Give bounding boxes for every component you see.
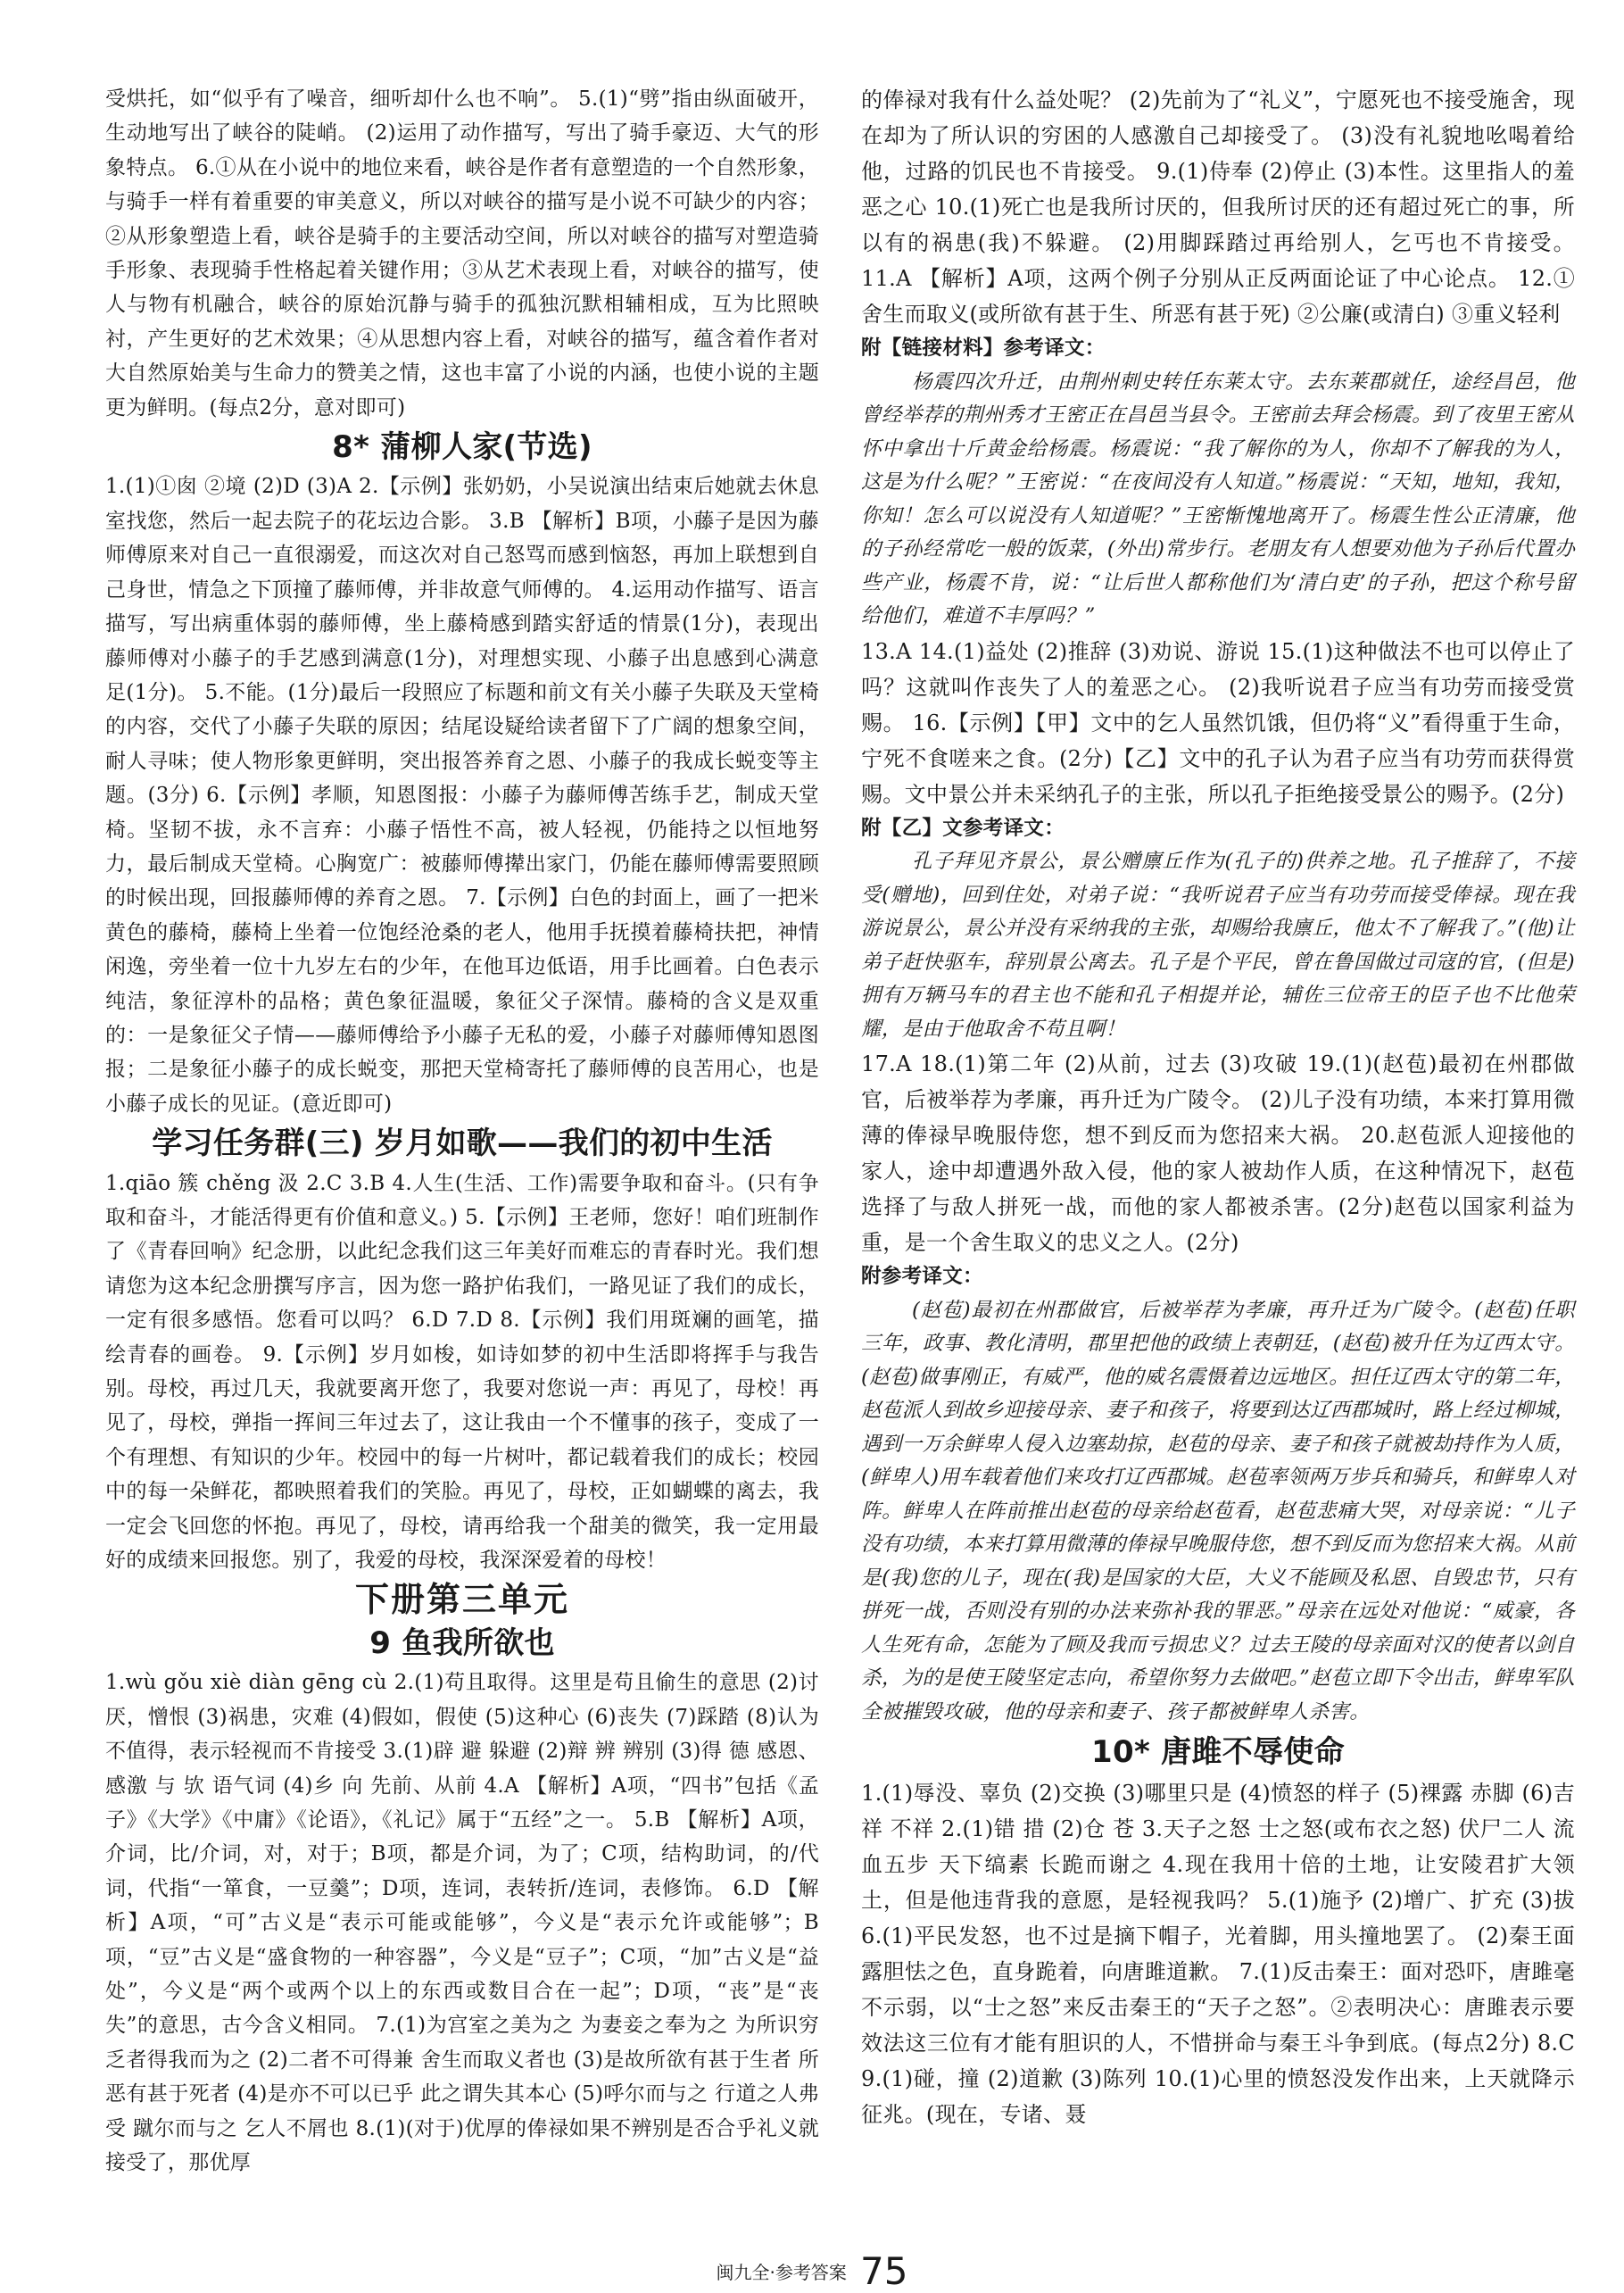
answer-paragraph: 1.(1)辱没、辜负 (2)交换 (3)哪里只是 (4)愤怒的样子 (5)裸露 赤脚 (6)吉祥 不祥 2.(1)错 措 (2)仓 苍 3.天子之怒 士之怒(或布衣之怒) 伏尸二人 流血五步 天下缟素 长跪而谢之 4.现在我用十倍的土地，让安陵君扩大领土，但是他违背我的意愿，是轻视我吗？ 5.(1)施予 (2)增广、扩充 (3)拔 6.(1)平民发怒，也不过是摘下帽子，光着脚，用头撞地罢了。 (2)秦王面露胆怯之色，直身跪着，向唐雎道歉。 7.(1)反击秦王：面对恐吓，唐雎毫不示弱，以“士之怒”来反击秦王的“天子之怒”。②表明决心：唐雎表示要效法这三位有才能有胆识的人，不惜拼命与秦王斗争到底。(每点2分) 8.C 9.(1)碰，撞 (2)道歉 (3)陈列 10.(1)心里的愤怒没发作出来，上天就降示征兆。(现在，专诸、聂 bbox=[861, 1781, 1575, 2127]
page-number: 75 bbox=[860, 2249, 908, 2293]
appendix-heading: 附【链接材料】参考译文： bbox=[861, 336, 1106, 360]
section-heading: 学习任务群(三) 岁月如歌——我们的初中生活 bbox=[152, 1126, 773, 1162]
answer-paragraph: 受烘托，如“似乎有了噪音，细听却什么也不响”。 5.(1)“劈”指由纵面破开，生动地写出了峡谷的陡峭。 (2)运用了动作描写，写出了骑手豪迈、大气的形象特点。 6.①从在小说中的地位来看，峡谷是作者有意塑造的一个自然形象，与骑手一样有着重要的审美意义，所以对峡谷的描写是小说不可缺少的内容；②从形象塑造上看，峡谷是骑手的主要活动空间，所以对峡谷的描写对塑造骑手形象、表现骑手性格起着关键作用；③从艺术表现上看，对峡谷的描写，使人与物有机融合，峡谷的原始沉静与骑手的孤独沉默相辅相成，互为比照映衬，产生更好的艺术效果；④从思想内容上看，对峡谷的描写，蕴含着作者对大自然原始美与生命力的赞美之情，这也丰富了小说的内涵，也使小说的主题更为鲜明。(每点2分，意对即可) bbox=[105, 87, 819, 420]
footer-title: 闽九全·参考答案 bbox=[716, 2262, 847, 2283]
translation-paragraph: 杨震四次升迁，由荆州刺史转任东莱太守。去东莱郡就任，途经昌邑，他曾经举荐的荆州秀才王密正在昌邑当县令。王密前去拜会杨震。到了夜里王密从怀中拿出十斤黄金给杨震。杨震说：“我了解你的为人，你却不了解我的为人，这是为什么呢？”王密说：“在夜间没有人知道。”杨震说：“天知，地知，我知，你知！怎么可以说没有人知道呢？”王密惭愧地离开了。杨震生性公正清廉，他的子孙经常吃一般的饭菜，(外出)常步行。老朋友有人想要劝他为子孙后代置办些产业，杨震不肯，说：“让后世人都称他们为‘清白吏’的子孙，把这个称号留给他们，难道不丰厚吗？” bbox=[861, 370, 1575, 627]
answer-paragraph: 13.A 14.(1)益处 (2)推辞 (3)劝说、游说 15.(1)这种做法不也可以停止了吗？这就叫作丧失了人的羞恶之心。 (2)我听说君子应当有功劳而接受赏赐。 16.【示例】【甲】文中的乞人虽然饥饿，但仍将“义”看得重于生命，宁死不食嗟来之食。(2分)【乙】文中的孔子认为君子应当有功劳而获得赏赐。文中景公并未采纳孔子的主张，所以孔子拒绝接受景公的赐予。(2分) bbox=[861, 638, 1575, 807]
left-column bbox=[105, 82, 819, 2180]
section-heading: 下册第三单元 bbox=[354, 1580, 569, 1620]
appendix-heading: 附参考译文： bbox=[861, 1265, 983, 1288]
answer-paragraph: 17.A 18.(1)第二年 (2)从前，过去 (3)攻破 19.(1)(赵苞)最初在州郡做官，后被举荐为孝廉，再升迁为广陵令。 (2)儿子没有功绩，本来打算用微薄的俸禄早晚服侍您，想不到反而为您招来大祸。 20.赵苞派人迎接他的家人，途中却遭遇外敌入侵，他的家人被劫作人质，在这种情况下，赵苞选择了与敌人拼死一战，而他的家人都被杀害。(2分)赵苞以国家利益为重，是一个舍生取义的忠义之人。(2分) bbox=[861, 1051, 1575, 1255]
section-heading: 9 鱼我所欲也 bbox=[369, 1624, 555, 1661]
translation-paragraph: (赵苞)最初在州郡做官，后被举荐为孝廉，再升迁为广陵令。(赵苞)任职三年，政事、教化清明，郡里把他的政绩上表朝廷，(赵苞)被升任为辽西太守。(赵苞)做事刚正，有威严，他的威名震慑着边远地区。担任辽西太守的第二年，赵苞派人到故乡迎接母亲、妻子和孩子，将要到达辽西郡城时，路上经过柳城，遇到一万余鲜卑人侵入边塞劫掠，赵苞的母亲、妻子和孩子就被劫持作为人质，(鲜卑人)用车载着他们来攻打辽西郡城。赵苞率领两万步兵和骑兵，和鲜卑人对阵。鲜卑人在阵前推出赵苞的母亲给赵苞看，赵苞悲痛大哭，对母亲说：“儿子没有功绩，本来打算用微薄的俸禄早晚服侍您，想不到反而为您招来大祸。从前是(我)您的儿子，现在(我)是国家的大臣，大义不能顾及私恩、自毁忠节，只有拼死一战，否则没有别的办法来弥补我的罪恶。”母亲在远处对他说：“威豪，各人生死有命，怎能为了顾及我而亏损忠义？过去王陵的母亲面对汉的使者以剑自杀，为的是使王陵坚定志向，希望你努力去做吧。”赵苞立即下令出击，鲜卑军队全被摧毁攻破，他的母亲和妻子、孩子都被鲜卑人杀害。 bbox=[861, 1298, 1575, 1724]
page-footer bbox=[0, 2249, 1624, 2293]
answer-paragraph: 1.wù gǒu xiè diàn gēng cù 2.(1)苟且取得。这里是苟且偷生的意思 (2)讨厌，憎恨 (3)祸患，灾难 (4)假如，假使 (5)这种心 (6)丧失 (7)踩踏 (8)认为不值得，表示轻视而不肯接受 3.(1)辟 避 躲避 (2)辩 辨 辨别 (3)得 德 感恩、感激 与 欤 语气词 (4)乡 向 先前、从前 4.A 【解析】A项，“四书”包括《孟子》《大学》《中庸》《论语》，《礼记》属于“五经”之一。 5.B 【解析】A项，介词，比/介词，对，对于；B项，都是介词，为了；C项，结构助词，的/代词，代指“一箪食，一豆羹”；D项，连词，表转折/连词，表修饰。 6.D 【解析】A项，“可”古义是“表示可能或能够”，今义是“表示允许或能够”；B项，“豆”古义是“盛食物的一种容器”，今义是“豆子”；C项，“加”古义是“益处”，今义是“两个或两个以上的东西或数目合在一起”；D项，“丧”是“丧失”的意思，古今含义相同。 7.(1)为宫室之美为之 为妻妾之奉为之 为所识穷乏者得我而为之 (2)二者不可得兼 舍生而取义者也 (3)是故所欲有甚于生者 所恶有甚于死者 (4)是亦不可以已乎 此之谓失其本心 (5)呼尔而与之 行道之人弗受 蹴尔而与之 乞人不屑也 8.(1)(对于)优厚的俸禄如果不辨别是否合乎礼义就接受了，那优厚 bbox=[105, 1671, 819, 2174]
section-heading: 8* 蒲柳人家(节选) bbox=[332, 429, 592, 466]
answer-paragraph: 1.(1)①囱 ②境 (2)D (3)A 2.【示例】张奶奶，小吴说演出结束后她就去休息室找您，然后一起去院子的花坛边合影。 3.B 【解析】B项，小藤子是因为藤师傅原来对自己一直很溺爱，而这次对自己怒骂而感到恼怒，再加上联想到自己身世，情急之下顶撞了藤师傅，并非故意气师傅的。 4.运用动作描写、语言描写，写出病重体弱的藤师傅，坐上藤椅感到踏实舒适的情景(1分)，表现出藤师傅对小藤子的手艺感到满意(1分)，对理想实现、小藤子出息感到心满意足(1分)。 5.不能。(1分)最后一段照应了标题和前文有关小藤子失联及天堂椅的内容，交代了小藤子失联的原因；结尾设疑给读者留下了广阔的想象空间，耐人寻味；使人物形象更鲜明，突出报答养育之恩、小藤子的我成长蜕变等主题。(3分) 6.【示例】孝顺，知恩图报：小藤子为藤师傅苦练手艺，制成天堂椅。坚韧不拔，永不言弃：小藤子悟性不高，被人轻视，仍能持之以恒地努力，最后制成天堂椅。心胸宽广：被藤师傅撵出家门，仍能在藤师傅需要照顾的时候出现，回报藤师傅的养育之恩。 7.【示例】白色的封面上，画了一把米黄色的藤椅，藤椅上坐着一位饱经沧桑的老人，他用手抚摸着藤椅扶把，神情闲逸，旁坐着一位十九岁左右的少年，在他耳边低语，用手比画着。白色表示纯洁，象征淳朴的品格；黄色象征温暖，象征父子深情。藤椅的含义是双重的：一是象征父子情——藤师傅给予小藤子无私的爱，小藤子对藤师傅知恩图报；二是象征小藤子的成长蜕变，那把天堂椅寄托了藤师傅的良苦用心，也是小藤子成长的见证。(意近即可) bbox=[105, 475, 819, 1116]
right-column bbox=[861, 82, 1575, 2132]
translation-paragraph: 孔子拜见齐景公，景公赠廪丘作为(孔子的)供养之地。孔子推辞了，不接受(赠地)，回到住处，对弟子说：“我听说君子应当有功劳而接受俸禄。现在我游说景公，景公并没有采纳我的主张，却赐给我廪丘，他太不了解我了。”(他)让弟子赶快驱车，辞别景公离去。孔子是个平民，曾在鲁国做过司寇的官，(但是)拥有万辆马车的君主也不能和孔子相提并论，辅佐三位帝王的臣子也不比他荣耀，是由于他取舍不苟且啊！ bbox=[861, 850, 1575, 1041]
answer-paragraph: 1.qiāo 簇 chěng 汲 2.C 3.B 4.人生(生活、工作)需要争取和奋斗。(只有争取和奋斗，才能活得更有价值和意义。) 5.【示例】王老师，您好！咱们班制作了《青春回响》纪念册，以此纪念我们这三年美好而难忘的青春时光。我们想请您为这本纪念册撰写序言，因为您一路护佑我们，一路见证了我们的成长，一定有很多感悟。您看可以吗？ 6.D 7.D 8.【示例】我们用斑斓的画笔，描绘青春的画卷。 9.【示例】岁月如梭，如诗如梦的初中生活即将挥手与我告别。母校，再过几天，我就要离开您了，我要对您说一声：再见了，母校！再见了，母校，弹指一挥间三年过去了，这让我由一个不懂事的孩子，变成了一个有理想、有知识的少年。校园中的每一片树叶，都记载着我们的成长；校园中的每一朵鲜花，都映照着我们的笑脸。再见了，母校，正如蝴蝶的离去，我一定会飞回您的怀抱。再见了，母校，请再给我一个甜美的微笑，我一定用最好的成绩来回报您。别了，我爱的母校，我深深爱着的母校！ bbox=[105, 1171, 819, 1573]
appendix-heading: 附【乙】文参考译文： bbox=[861, 816, 1065, 840]
section-heading: 10* 唐雎不辱使命 bbox=[1091, 1734, 1345, 1770]
answer-paragraph: 的俸禄对我有什么益处呢？ (2)先前为了“礼义”，宁愿死也不接受施舍，现在却为了所认识的穷困的人感激自己却接受了。 (3)没有礼貌地吆喝着给他，过路的饥民也不肯接受。 9.(1)侍奉 (2)停止 (3)本性。这里指人的羞恶之心 10.(1)死亡也是我所讨厌的，但我所讨厌的还有超过死亡的事，所以有的祸患(我)不躲避。 (2)用脚踩踏过再给别人，乞丐也不肯接受。 11.A 【解析】A项，这两个例子分别从正反两面论证了中心论点。 12.①舍生而取义(或所欲有甚于生、所恶有甚于死) ②公廉(或清白) ③重义轻利 bbox=[861, 87, 1575, 327]
